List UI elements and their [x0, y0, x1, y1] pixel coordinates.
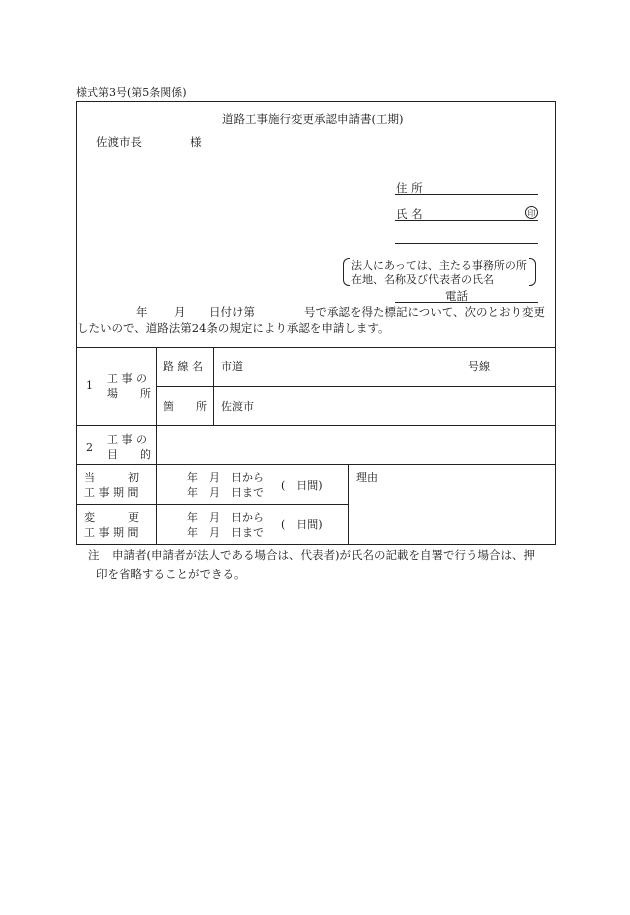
note-prefix: 注 [88, 548, 100, 562]
address-label: 住 所 [396, 181, 423, 195]
note-bracket-right [529, 258, 536, 286]
route-name-label: 路 線 名 [163, 360, 203, 373]
name-label: 氏 名 [396, 207, 423, 221]
row2-number: 2 [86, 441, 93, 454]
approval-text: 号で承認を得た標記について、次のとおり変更 [304, 305, 546, 319]
address-line [395, 194, 538, 195]
initial-period-days: ( 日間) [281, 479, 323, 492]
row1-number: 1 [86, 379, 93, 392]
row2-label-top: 工 事 の [107, 433, 147, 446]
form-title: 道路工事施行変更承認申請書(工期) [222, 112, 404, 126]
initial-period-label-top: 当 初 [84, 471, 139, 484]
table-top-line [76, 347, 556, 348]
addressee-honorific: 様 [190, 135, 202, 149]
label-column-divider [156, 347, 157, 544]
period-divider [76, 504, 348, 505]
row1-label-bottom: 場 所 [107, 387, 151, 400]
name-line [395, 220, 538, 221]
corporate-note-line2: 在地、名称及び代表者の氏名 [351, 273, 494, 286]
route-divider [156, 386, 556, 387]
note-bracket-left [343, 258, 350, 286]
reason-column-divider [348, 464, 349, 544]
row2-bottom-line [76, 464, 556, 465]
date-day: 日付け第 [209, 305, 255, 319]
application-text: したいので、道路法第24条の規定により承認を申請します。 [77, 321, 390, 335]
reason-label: 理由 [356, 471, 378, 484]
phone-line [395, 302, 538, 303]
note-line2: 印を省略することができる。 [96, 567, 246, 581]
route-number-suffix: 号線 [468, 360, 490, 373]
changed-period-from: 年 月 日から [187, 511, 264, 524]
initial-period-to: 年 月 日まで [187, 486, 264, 499]
blank-line [395, 243, 538, 244]
changed-period-to: 年 月 日まで [187, 526, 264, 539]
corporate-note-line1: 法人にあっては、主たる事務所の所 [351, 259, 527, 272]
changed-period-label-top: 変 更 [84, 511, 139, 524]
row2-label-bottom: 目 的 [107, 448, 151, 461]
route-name-value: 市道 [221, 360, 243, 373]
date-year: 年 [136, 305, 148, 319]
form-number: 様式第3号(第5条関係) [76, 86, 187, 99]
note-line1: 申請者(申請者が法人である場合は、代表者)が氏名の記載を自署で行う場合は、押 [112, 548, 535, 562]
date-month: 月 [174, 305, 186, 319]
addressee-name: 佐渡市長 [96, 135, 142, 149]
changed-period-label-bottom: 工 事 期 間 [84, 526, 139, 539]
initial-period-from: 年 月 日から [187, 471, 264, 484]
seal-mark: 印 [525, 206, 538, 219]
sublabel-column-divider [213, 347, 214, 425]
place-value: 佐渡市 [221, 400, 254, 413]
phone-label: 電話 [445, 289, 468, 303]
changed-period-days: ( 日間) [281, 518, 323, 531]
row1-label-top: 工 事 の [107, 372, 147, 385]
initial-period-label-bottom: 工 事 期 間 [84, 486, 139, 499]
row1-bottom-line [76, 425, 556, 426]
place-label: 箇 所 [163, 400, 207, 413]
